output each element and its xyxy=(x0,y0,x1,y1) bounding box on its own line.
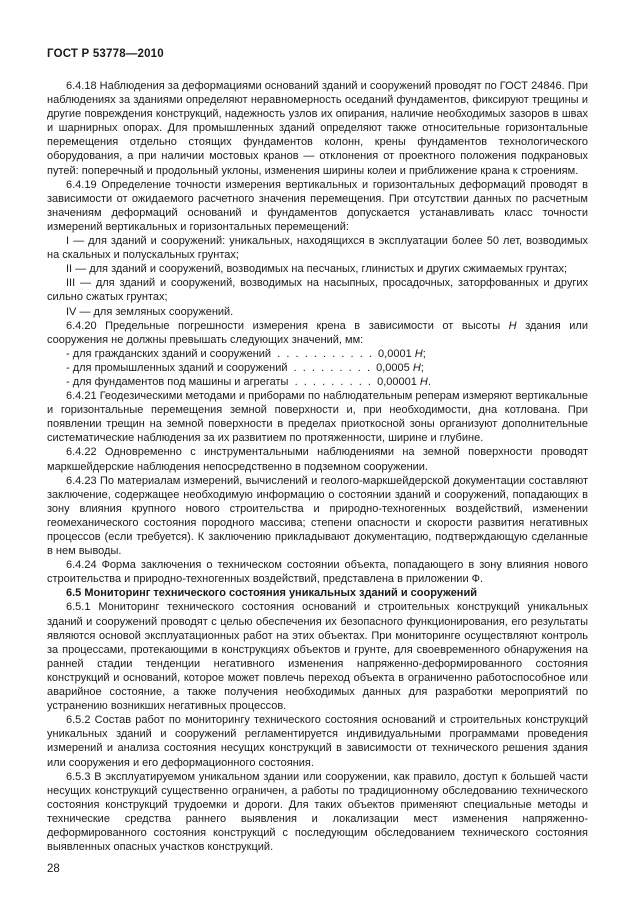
accuracy-class-item-1: I — для зданий и сооружений: уникальных, находящихся в эксплуатации более 50 лет, возводимых на скальных и полускальных грунтах; xyxy=(47,235,588,262)
clause-6-4-20-tail: здания или сооружения не должны превышать следующих значений, мм: xyxy=(47,319,588,346)
clause-6-4-22: 6.4.22 Одновременно с инструментальными наблюдениями на земной поверхности проводят маркшейдерские наблюдения непосредственно в подземном сооружении. xyxy=(47,446,588,473)
height-variable: H xyxy=(414,347,423,360)
tolerance-item-machine-foundations xyxy=(47,375,588,389)
dot-leader: . . . . . . . . . xyxy=(287,361,377,374)
page-number: 28 xyxy=(47,863,60,876)
tolerance-punct: ; xyxy=(422,347,426,360)
clause-6-4-21: 6.4.21 Геодезическими методами и приборами по наблюдательным реперам измеряют вертикальные и горизонтальные перемещения земной поверхности и, при необходимости, дна котлована. При появлении трещин на земной поверхности в пределах приоткосной зоны организуют дополнительные систематические наблюдения за их развитием по протяженности, ширине и глубине. xyxy=(47,390,588,445)
accuracy-class-item-4: IV — для земляных сооружений. xyxy=(66,305,234,318)
tolerance-value: 0,0005 xyxy=(376,361,413,374)
dot-leader: . . . . . . . . . . . xyxy=(271,347,379,360)
tolerance-item-industrial xyxy=(47,361,588,375)
clause-6-4-20 xyxy=(47,319,588,347)
accuracy-class-item-3: III — для зданий и сооружений, возводимых на насыпных, просадочных, заторфованных и других сильно сжатых грунтах; xyxy=(47,277,588,304)
tolerance-item-civil xyxy=(47,347,588,361)
height-variable: H xyxy=(412,361,421,374)
document-body xyxy=(47,79,588,854)
document-header-standard-number: ГОСТ Р 53778—2010 xyxy=(47,48,164,60)
dot-leader: . . . . . . . . . xyxy=(288,375,378,388)
clause-6-5-3: 6.5.3 В эксплуатируемом уникальном здании или сооружении, как правило, доступ к большей части несущих конструкций существенно ограничен, а работы по традиционному обследованию технического состояния конструкций трудоемки и дороги. Для таких объектов применяют специальные методы и технические средства раннего выявления и локализации мест изменения напряженно-деформированного состояния конструкций с последующим обследованием технического состояния выявленных опасных участков конструкций. xyxy=(47,770,588,854)
accuracy-class-item-2: II — для зданий и сооружений, возводимых на песчаных, глинистых и других сжимаемых грунтах; xyxy=(66,263,568,276)
tolerance-punct: . xyxy=(427,375,431,388)
tolerance-label: - для промышленных зданий и сооружений xyxy=(66,361,288,374)
clause-6-5-1: 6.5.1 Мониторинг технического состояния оснований и строительных конструкций уникальных зданий и сооружений проводят с целью обеспечения их безопасного функционирования, его результаты являются основой эксплуатационных работ на этих объектах. При мониторинге осуществляют контроль за процессами, протекающими в конструкциях объектов и грунте, для своевременного обнаружения на ранней стадии тенденции негативного изменения напряженно-деформированного состояния конструкций и оснований, которое может повлечь переход объекта в ограниченно работоспособное или аварийное состояние, а также получения необходимых данных для разработки мероприятий по устранению возникших негативных процессов. xyxy=(47,601,588,713)
tolerance-label: - для гражданских зданий и сооружений xyxy=(66,347,272,360)
height-variable: H xyxy=(508,319,517,332)
tolerance-label: - для фундаментов под машины и агрегаты xyxy=(66,375,289,388)
section-heading-6-5: 6.5 Мониторинг технического состояния уникальных зданий и сооружений xyxy=(66,587,477,600)
tolerance-value: 0,00001 xyxy=(377,375,420,388)
clause-6-4-24: 6.4.24 Форма заключения о техническом состоянии объекта, попадающего в зону влияния нового строительства и природно-техногенных воздействий, представлена в приложении Ф. xyxy=(47,559,588,586)
clause-6-5-2: 6.5.2 Состав работ по мониторингу технического состояния оснований и строительных конструкций уникальных зданий и сооружений регламентируется индивидуальными программами проведения измерений и анализа состояния несущих конструкций в зависимости от технического решения здания или сооружения и его деформационного состояния. xyxy=(47,714,588,769)
clause-6-4-23: 6.4.23 По материалам измерений, вычислений и геолого-маркшейдерской документации составляют заключение, содержащее необходимую информацию о состоянии зданий и сооружений, попадающих в зону влияния крупного нового строительства и природно-техногенных воздействий, изменении геомеханического состояния породного массива; степени опасности и скорости развития негативных процессов (если требуется). К заключению прикладывают документацию, подтверждающую сделанные в нем выводы. xyxy=(47,474,588,558)
tolerance-value: 0,0001 xyxy=(378,347,415,360)
tolerance-punct: ; xyxy=(420,361,424,374)
clause-6-4-20-lead: 6.4.20 Предельные погрешности измерения крена в зависимости от высоты xyxy=(66,319,509,332)
height-variable: H xyxy=(419,375,428,388)
clause-6-4-18: 6.4.18 Наблюдения за деформациями оснований зданий и сооружений проводят по ГОСТ 24846. При наблюдениях за зданиями определяют неравномерность оседаний фундаментов, фиксируют трещины и другие повреждения конструкций, надежность узлов их опирания, наличие необходимых зазоров в швах и шарнирных опорах. Для промышленных зданий определяют также относительные горизонтальные перемещения отдельно стоящих фундаментов колонн, крены фундаментов технологического оборудования, а при наличии мостовых кранов — отклонения от проектного положения подкрановых путей: поперечный и продольный уклоны, изменения ширины колеи и приближение крана к строениям. xyxy=(47,80,588,177)
clause-6-4-19: 6.4.19 Определение точности измерения вертикальных и горизонтальных деформаций проводят в зависимости от ожидаемого расчетного значения перемещения. При отсутствии данных по расчетным значениям деформаций оснований и фундаментов допускается устанавливать класс точности измерений вертикальных и горизонтальных перемещений: xyxy=(47,178,588,233)
